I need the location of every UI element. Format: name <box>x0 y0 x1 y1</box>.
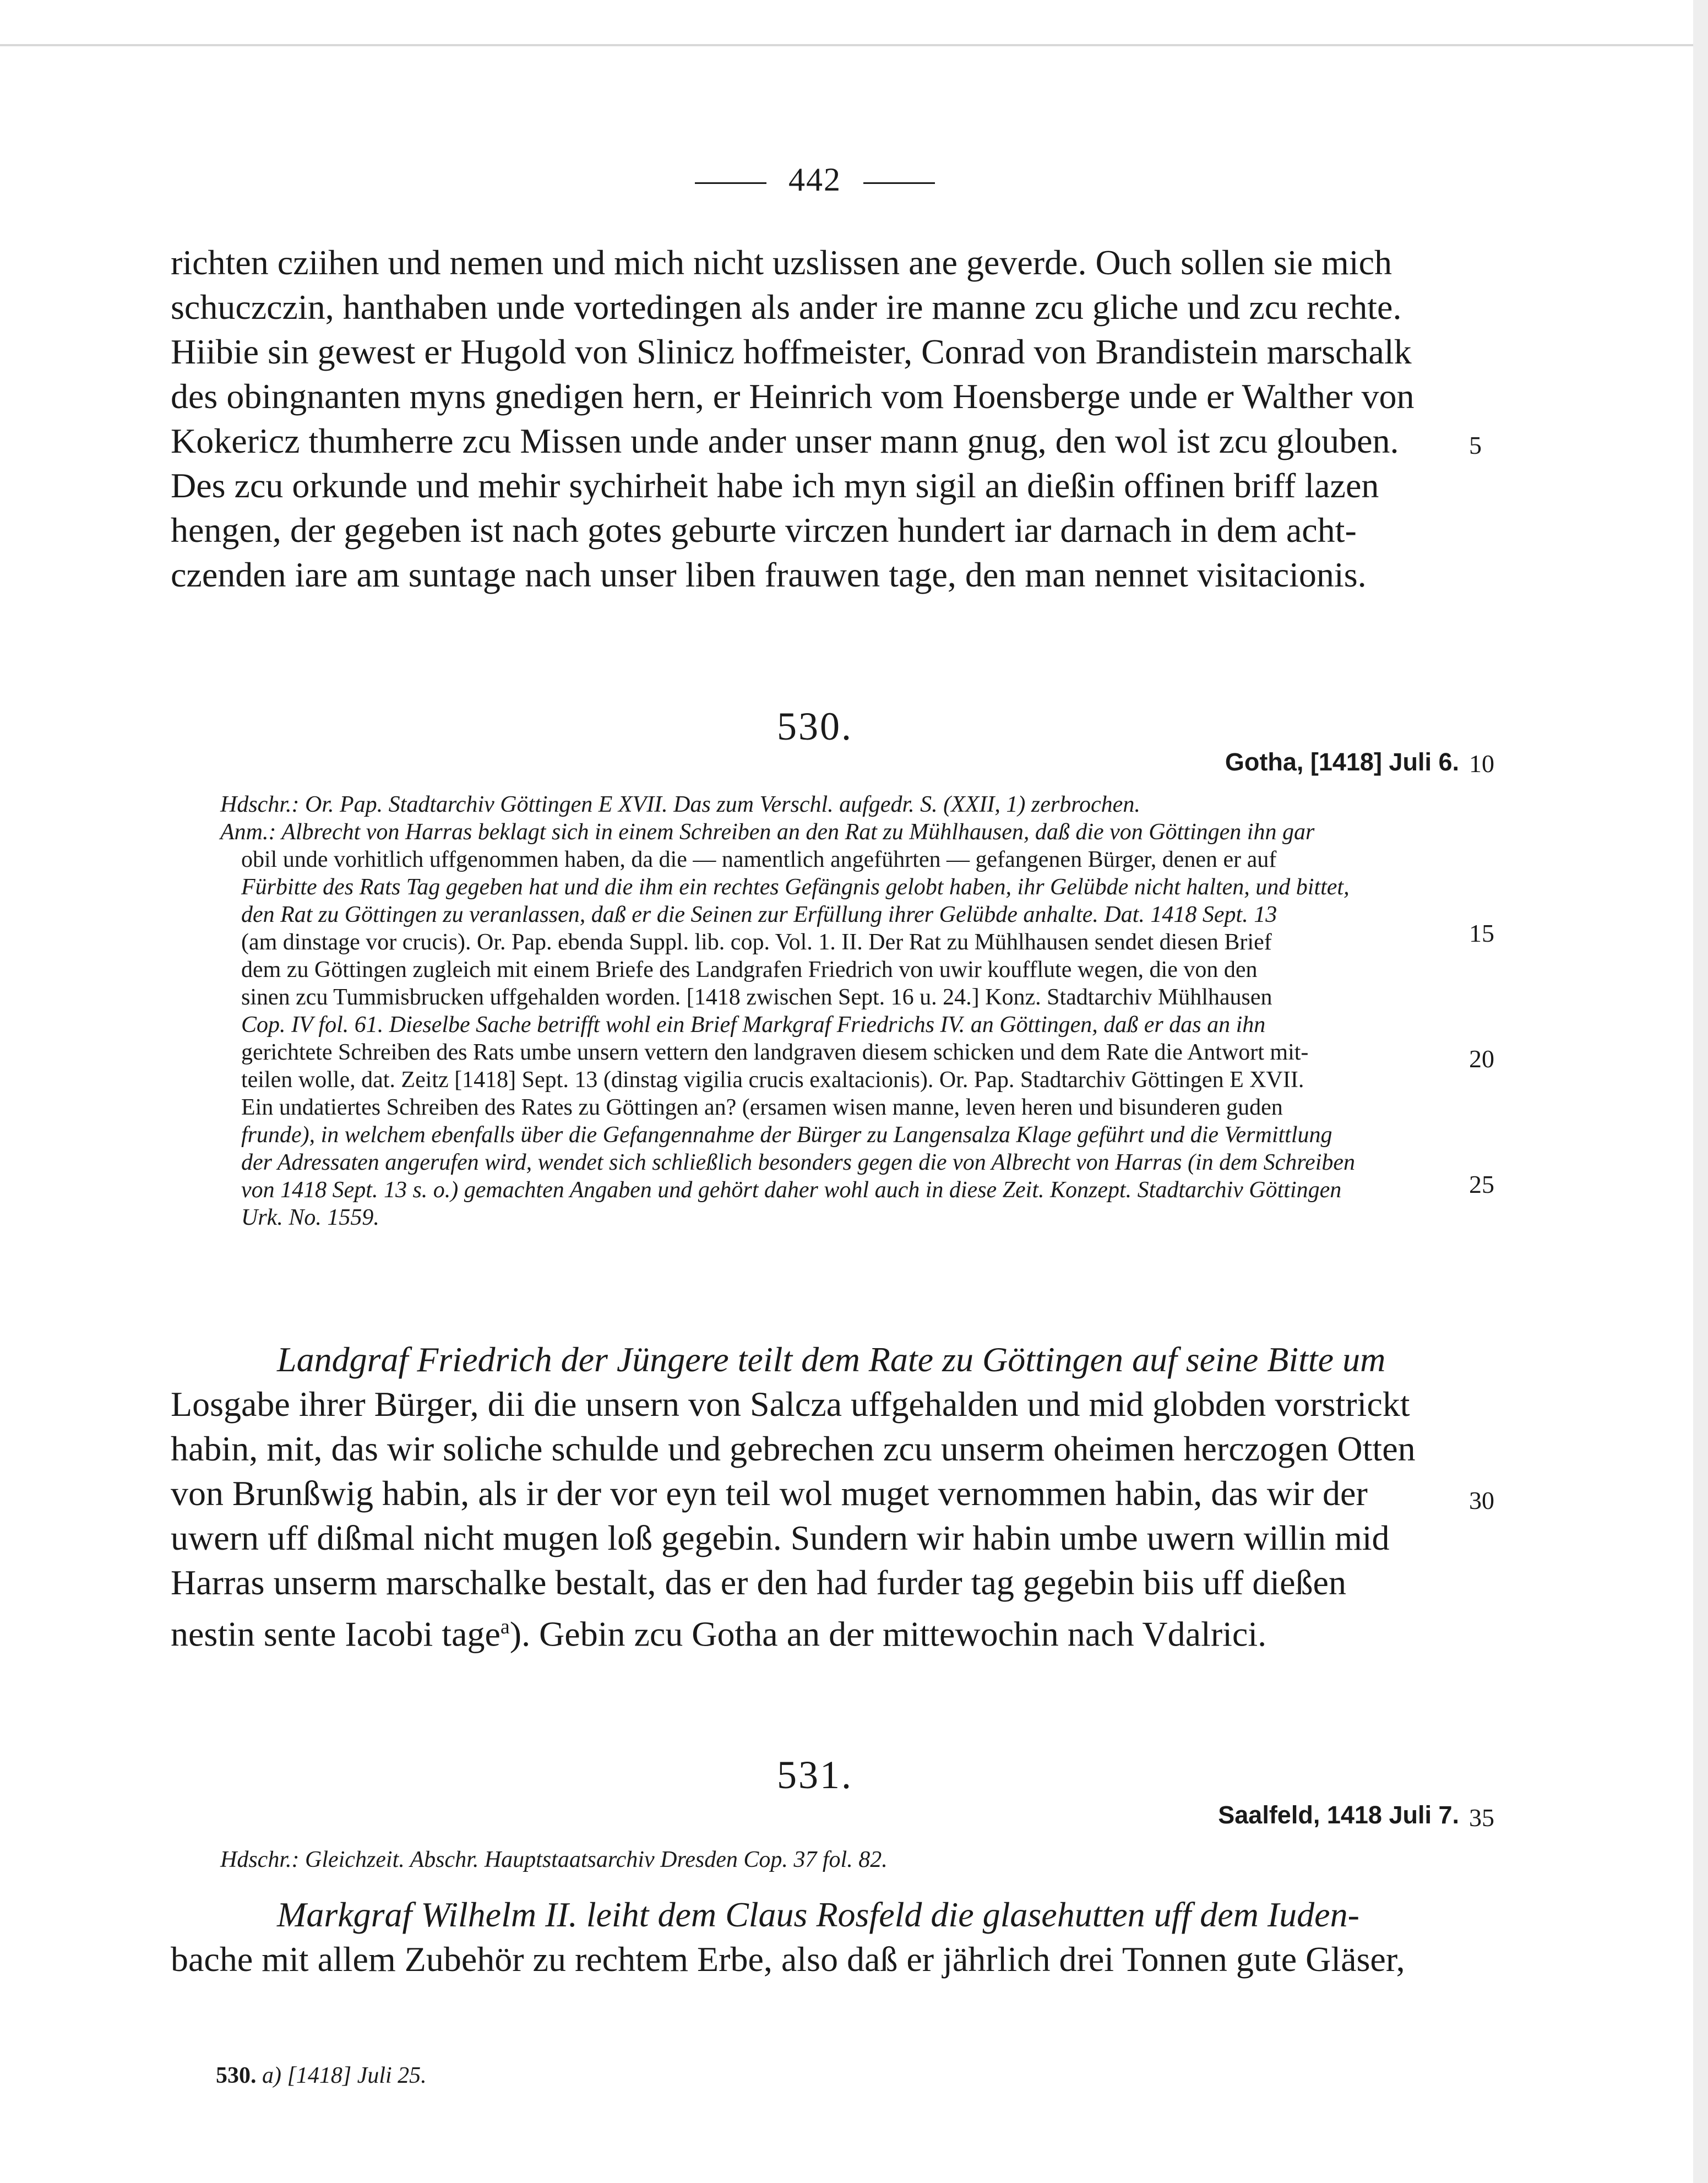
note-line: von 1418 Sept. 13 s. o.) gemachten Angaben und gehört daher wohl auch in diese Zeit. Konzept. Stadtarchiv Göttingen <box>241 1177 1342 1203</box>
note-line: sinen zcu Tummisbrucken uffgehalden worden. [1418 zwischen Sept. 16 u. 24.] Konz. Stadtarchiv Mühlhausen <box>241 985 1272 1010</box>
text-line: schuczczin, hanthaben unde vortedingen als ander ire manne zcu gliche und zcu rechte. <box>171 287 1402 327</box>
document-body-530 <box>171 1337 1456 1656</box>
line-number: 35 <box>1469 1804 1494 1832</box>
text-line: bache mit allem Zubehör zu rechtem Erbe, also daß er jährlich drei Tonnen gute Gläser, <box>171 1940 1405 1979</box>
note-line: Fürbitte des Rats Tag gegeben hat und die ihm ein rechtes Gefängnis gelobt haben, ihr Gelübde nicht halten, und bittet, <box>241 875 1350 900</box>
text-line: habin, mit, das wir soliche schulde und gebrechen zcu unserm oheimen herczogen Otten <box>171 1429 1416 1468</box>
line-number: 20 <box>1469 1045 1494 1073</box>
dateline-531: Saalfeld, 1418 Juli 7. <box>1218 1801 1459 1829</box>
text-line: Kokericz thumherre zcu Missen unde ander unser mann gnug, den wol ist zcu glouben. <box>171 421 1399 460</box>
document-body-531 <box>171 1892 1456 1981</box>
note-line: Anm.: Albrecht von Harras beklagt sich in einem Schreiben an den Rat zu Mühlhausen, daß die von Göttingen ihn gar <box>220 819 1315 845</box>
text-line: von Brunßwig habin, als ir der vor eyn teil wol muget vernommen habin, das wir der <box>171 1474 1368 1513</box>
footnote <box>216 2062 427 2089</box>
note-line: frunde), in welchem ebenfalls über die Gefangennahme der Bürger zu Langensalza Klage geführt und die Vermittlung <box>241 1122 1332 1148</box>
scan-right-edge <box>1693 0 1708 2183</box>
footnote-ref: 530. <box>216 2063 257 2088</box>
line-number: 30 <box>1469 1486 1494 1514</box>
document-number-531: 531. <box>777 1753 853 1797</box>
text-line: Des zcu orkunde und mehir sychirheit habe ich myn sigil an dießin offinen briff lazen <box>171 466 1379 505</box>
editorial-notes-531 <box>220 1846 1456 1874</box>
line-number: 15 <box>1469 919 1494 947</box>
editorial-notes-530 <box>220 791 1456 1231</box>
line-number: 5 <box>1469 431 1482 459</box>
note-line: Ein undatiertes Schreiben des Rates zu Göttingen an? (ersamen wisen manne, leven heren und bisunderen guden <box>241 1095 1283 1120</box>
note-line: dem zu Göttingen zugleich mit einem Briefe des Landgrafen Friedrich von uwir koufflute wegen, die von den <box>241 957 1258 982</box>
text-line: Landgraf Friedrich der Jüngere teilt dem Rate zu Göttingen auf seine Bitte um <box>277 1340 1386 1379</box>
text-line: Hiibie sin gewest er Hugold von Slinicz hoffmeister, Conrad von Brandistein marschalk <box>171 332 1412 371</box>
note-line: den Rat zu Göttingen zu veranlassen, daß er die Seinen zur Erfüllung ihrer Gelübde anhalte. Dat. 1418 Sept. 13 <box>241 902 1277 927</box>
note-line: Urk. No. 1559. <box>241 1205 379 1230</box>
note-line: der Adressaten angerufen wird, wendet sich schließlich besonders gegen die von Albrecht von Harras (in dem Schreiben <box>241 1150 1356 1175</box>
continuation-text <box>171 240 1456 597</box>
line-number: 25 <box>1469 1170 1494 1198</box>
note-line: (am dinstage vor crucis). Or. Pap. ebenda Suppl. lib. cop. Vol. 1. II. Der Rat zu Mühlhausen sendet diesen Brief <box>241 930 1272 955</box>
line-number: 10 <box>1469 750 1494 778</box>
note-line: teilen wolle, dat. Zeitz [1418] Sept. 13 (dinstag vigilia crucis exaltacionis). Or. Pap. Stadtarchiv Göttingen E XVII. <box>241 1067 1304 1093</box>
page-number: 442 <box>661 161 969 199</box>
note-line: Hdschr.: Gleichzeit. Abschr. Hauptstaatsarchiv Dresden Cop. 37 fol. 82. <box>220 1847 888 1872</box>
footnote-text: a) [1418] Juli 25. <box>262 2063 427 2088</box>
note-line: obil unde vorhitlich uffgenommen haben, da die — namentlich angeführten — gefangenen Bürger, denen er auf <box>241 847 1277 872</box>
text-line: hengen, der gegeben ist nach gotes geburte virczen hundert iar darnach in dem acht- <box>171 511 1357 550</box>
note-line: Cop. IV fol. 61. Dieselbe Sache betrifft wohl ein Brief Markgraf Friedrichs IV. an Göttingen, daß er das an ihn <box>241 1012 1266 1038</box>
note-line: Hdschr.: Or. Pap. Stadtarchiv Göttingen E XVII. Das zum Verschl. aufgedr. S. (XXII, 1) zerbrochen. <box>220 792 1140 817</box>
text-line: Markgraf Wilhelm II. leiht dem Claus Rosfeld die glasehutten uff dem Iuden- <box>277 1895 1359 1934</box>
document-number-530: 530. <box>777 704 853 748</box>
footnote-marker-a: a <box>500 1615 510 1638</box>
scan-top-edge <box>0 44 1708 46</box>
text-line: Harras unserm marschalke bestalt, das er den had furder tag gegebin biis uff dießen <box>171 1563 1346 1602</box>
text-line: des obingnanten myns gnedigen hern, er Heinrich vom Hoensberge unde er Walther von <box>171 377 1415 416</box>
text-line: Losgabe ihrer Bürger, dii die unsern von Salcza uffgehalden und mid globden vorstrickt <box>171 1384 1410 1424</box>
dateline-530: Gotha, [1418] Juli 6. <box>1225 748 1459 776</box>
note-line: gerichtete Schreiben des Rats umbe unsern vettern den landgraven diesem schicken und dem Rate die Antwort mit- <box>241 1040 1309 1065</box>
page-number-dash-right <box>863 182 935 184</box>
text-line: uwern uff dißmal nicht mugen loß gegebin. Sundern wir habin umbe uwern willin mid <box>171 1518 1390 1557</box>
page-number-dash-left <box>695 182 766 184</box>
text-line: nestin sente Iacobi tage$^a$). Gebin zcu Gotha an der mittewochin nach Vdalrici. <box>171 1614 1267 1654</box>
text-line: richten cziihen und nemen und mich nicht uzslissen ane geverde. Ouch sollen sie mich <box>171 243 1392 282</box>
text-line: czenden iare am suntage nach unser liben frauwen tage, den man nennet visitacionis. <box>171 555 1367 594</box>
